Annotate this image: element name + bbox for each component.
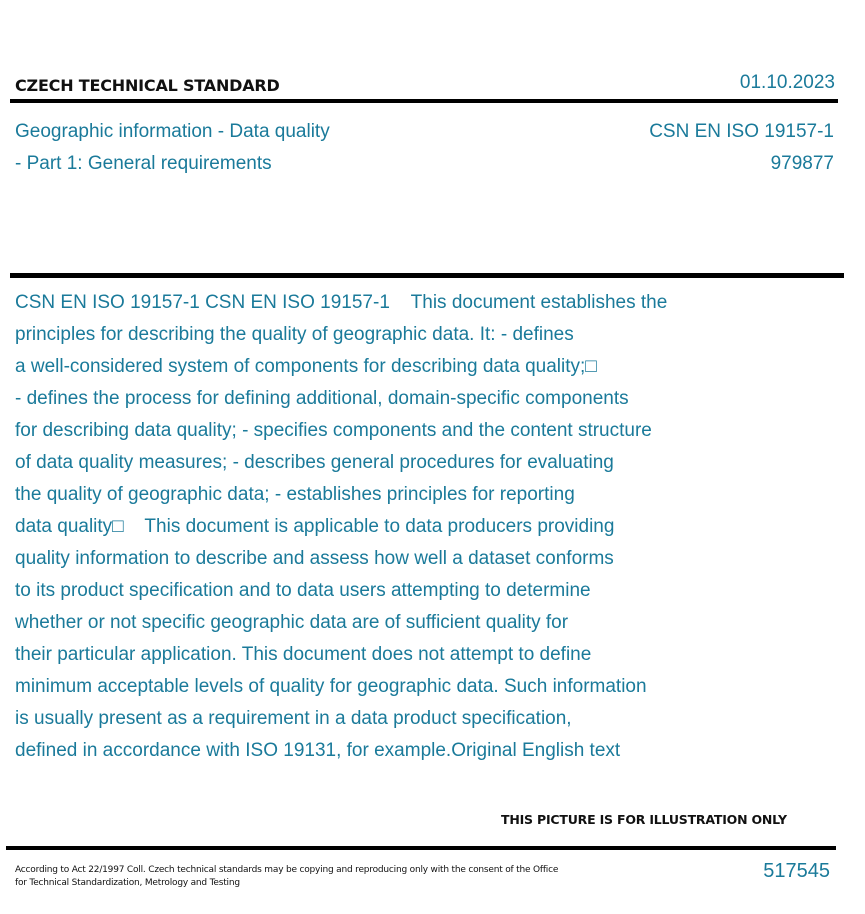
- standard-id: CSN EN ISO 19157-1: [649, 121, 834, 142]
- abstract-line: to its product specification and to data users attempting to determine: [15, 580, 591, 601]
- abstract-line: for describing data quality; - specifies components and the content structure: [15, 420, 652, 441]
- document-title: [15, 116, 330, 180]
- legal-notice: [15, 864, 615, 890]
- abstract-line: defined in accordance with ISO 19131, for example.Original English text: [15, 740, 621, 761]
- abstract-line: the quality of geographic data; - establishes principles for reporting: [15, 484, 575, 505]
- legal-notice-line-1: According to Act 22/1997 Coll. Czech technical standards may be copying and reproducing only with the consent of the Office: [15, 865, 559, 875]
- footer-divider: [6, 846, 836, 850]
- abstract-line: whether or not specific geographic data are of sufficient quality for: [15, 612, 569, 633]
- abstract-line: a well-considered system of components for describing data quality;□: [15, 356, 597, 377]
- header-divider: [10, 99, 838, 103]
- title-divider: [10, 273, 844, 278]
- standard-type-heading: CZECH TECHNICAL STANDARD: [15, 76, 280, 95]
- abstract-line: quality information to describe and assess how well a dataset conforms: [15, 548, 614, 569]
- abstract-line: of data quality measures; - describes general procedures for evaluating: [15, 452, 614, 473]
- abstract-line: data quality□ This document is applicable to data producers providing: [15, 516, 615, 537]
- abstract-text: [15, 287, 815, 767]
- abstract-line: principles for describing the quality of geographic data. It: - defines: [15, 324, 574, 345]
- document-title-line-1: Geographic information - Data quality: [15, 121, 330, 142]
- illustration-disclaimer: THIS PICTURE IS FOR ILLUSTRATION ONLY: [501, 812, 787, 827]
- abstract-line: minimum acceptable levels of quality for geographic data. Such information: [15, 676, 647, 697]
- legal-notice-line-2: for Technical Standardization, Metrology and Testing: [15, 878, 240, 888]
- document-identifiers: [649, 116, 834, 180]
- publication-date: 01.10.2023: [739, 72, 835, 93]
- abstract-line: CSN EN ISO 19157-1 CSN EN ISO 19157-1 This document establishes the: [15, 292, 668, 313]
- abstract-line: - defines the process for defining additional, domain-specific components: [15, 388, 629, 409]
- abstract-line: their particular application. This document does not attempt to define: [15, 644, 592, 665]
- document-title-line-2: - Part 1: General requirements: [15, 153, 272, 174]
- catalog-number: 979877: [770, 153, 834, 174]
- abstract-line: is usually present as a requirement in a data product specification,: [15, 708, 572, 729]
- footer-number: 517545: [763, 860, 830, 882]
